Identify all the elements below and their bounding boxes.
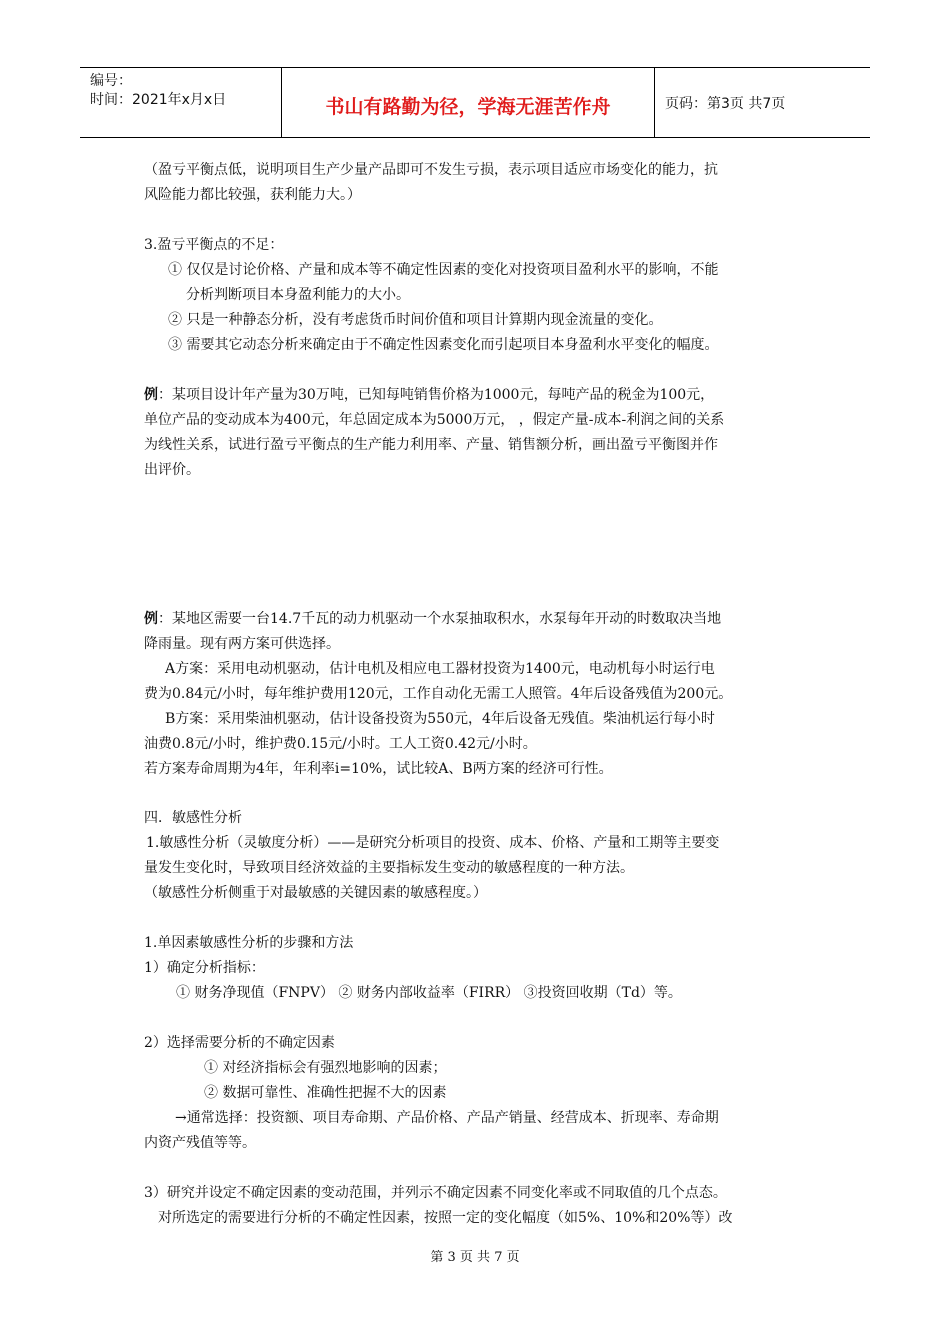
step-title: 1）确定分析指标： <box>144 960 265 976</box>
paragraph-line: 1.敏感性分析（灵敏度分析）——是研究分析项目的投资、成本、价格、产量和工期等主要变 <box>146 835 720 851</box>
header-page-number: 页码：第3页 共7页 <box>665 96 786 112</box>
list-item: ② 数据可靠性、准确性把握不大的因素 <box>204 1085 447 1101</box>
example-1-line: 出评价。 <box>144 462 200 478</box>
paragraph-line: （盈亏平衡点低，说明项目生产少量产品即可不发生亏损，表示项目适应市场变化的能力，抗 <box>144 162 718 178</box>
example-2-line: A方案：采用电动机驱动，估计电机及相应电工器材投资为1400元，电动机每小时运行电 <box>165 661 715 677</box>
header-meta <box>90 72 226 110</box>
header-number: 编号： <box>90 73 132 89</box>
page-footer: 第 3 页 共 7 页 <box>430 1250 520 1265</box>
list-item: 分析判断项目本身盈利能力的大小。 <box>186 287 410 303</box>
header-date: 时间：2021年x月x日 <box>90 92 227 108</box>
paragraph-line: →通常选择：投资额、项目寿命期、产品价格、产品产销量、经营成本、折现率、寿命期 <box>175 1110 719 1126</box>
list-item: ② 只是一种静态分析，没有考虑货币时间价值和项目计算期内现金流量的变化。 <box>168 312 663 328</box>
paragraph-line: 风险能力都比较强，获利能力大。） <box>144 187 361 203</box>
paragraph-line: 量发生变化时，导致项目经济效益的主要指标发生变动的敏感程度的一种方法。 <box>144 860 634 876</box>
section-title: 3.盈亏平衡点的不足： <box>144 237 284 253</box>
section-title: 1.单因素敏感性分析的步骤和方法 <box>144 935 354 951</box>
step-title: 3）研究并设定不确定因素的变动范围，并列示不确定因素不同变化率或不同取值的几个点态。 <box>144 1185 727 1201</box>
example-2-line: 降雨量。现有两方案可供选择。 <box>144 636 340 652</box>
list-item: ① 仅仅是讨论价格、产量和成本等不确定性因素的变化对投资项目盈利水平的影响，不能 <box>168 262 719 278</box>
example-2-line: B方案：采用柴油机驱动，估计设备投资为550元，4年后设备无残值。柴油机运行每小时 <box>165 711 715 727</box>
example-2-line: 例：某地区需要一台14.7千瓦的动力机驱动一个水泵抽取积水，水泵每年开动的时数取决当地 <box>144 611 722 627</box>
section-title: 四．敏感性分析 <box>144 810 242 826</box>
header-motto: 书山有路勤为径，学海无涯苦作舟 <box>325 96 611 118</box>
example-2-line: 若方案寿命周期为4年，年利率i=10%，试比较A、B两方案的经济可行性。 <box>144 761 613 777</box>
example-2-line: 油费0.8元/小时，维护费0.15元/小时。工人工资0.42元/小时。 <box>144 736 537 752</box>
list-item: ③ 需要其它动态分析来确定由于不确定性因素变化而引起项目本身盈利水平变化的幅度。 <box>168 337 719 353</box>
header-divider <box>281 68 282 137</box>
paragraph-line: （敏感性分析侧重于对最敏感的关键因素的敏感程度。） <box>144 885 487 901</box>
page-header <box>80 67 870 138</box>
example-1-line: 为线性关系，试进行盈亏平衡点的生产能力利用率、产量、销售额分析，画出盈亏平衡图并作 <box>144 437 718 453</box>
list-item: ① 财务净现值（FNPV） ② 财务内部收益率（FIRR） ③投资回收期（Td）等。 <box>176 985 682 1001</box>
list-item: ① 对经济指标会有强烈地影响的因素； <box>204 1060 447 1076</box>
example-label: 例 <box>144 387 158 403</box>
paragraph-line: 内资产残值等等。 <box>144 1135 256 1151</box>
example-label: 例 <box>144 611 158 627</box>
header-divider <box>654 68 655 137</box>
example-1-line: 单位产品的变动成本为400元，年总固定成本为5000万元， ，假定产量-成本-利润之间的关系 <box>144 412 725 428</box>
example-1-line: 例：某项目设计年产量为30万吨，已知每吨销售价格为1000元，每吨产品的税金为100元， <box>144 387 715 403</box>
example-2-line: 费为0.84元/小时，每年维护费用120元，工作自动化无需工人照管。4年后设备残值为200元。 <box>144 686 733 702</box>
step-title: 2）选择需要分析的不确定因素 <box>144 1035 335 1051</box>
paragraph-line: 对所选定的需要进行分析的不确定性因素，按照一定的变化幅度（如5%、10%和20%等）改 <box>158 1210 733 1226</box>
